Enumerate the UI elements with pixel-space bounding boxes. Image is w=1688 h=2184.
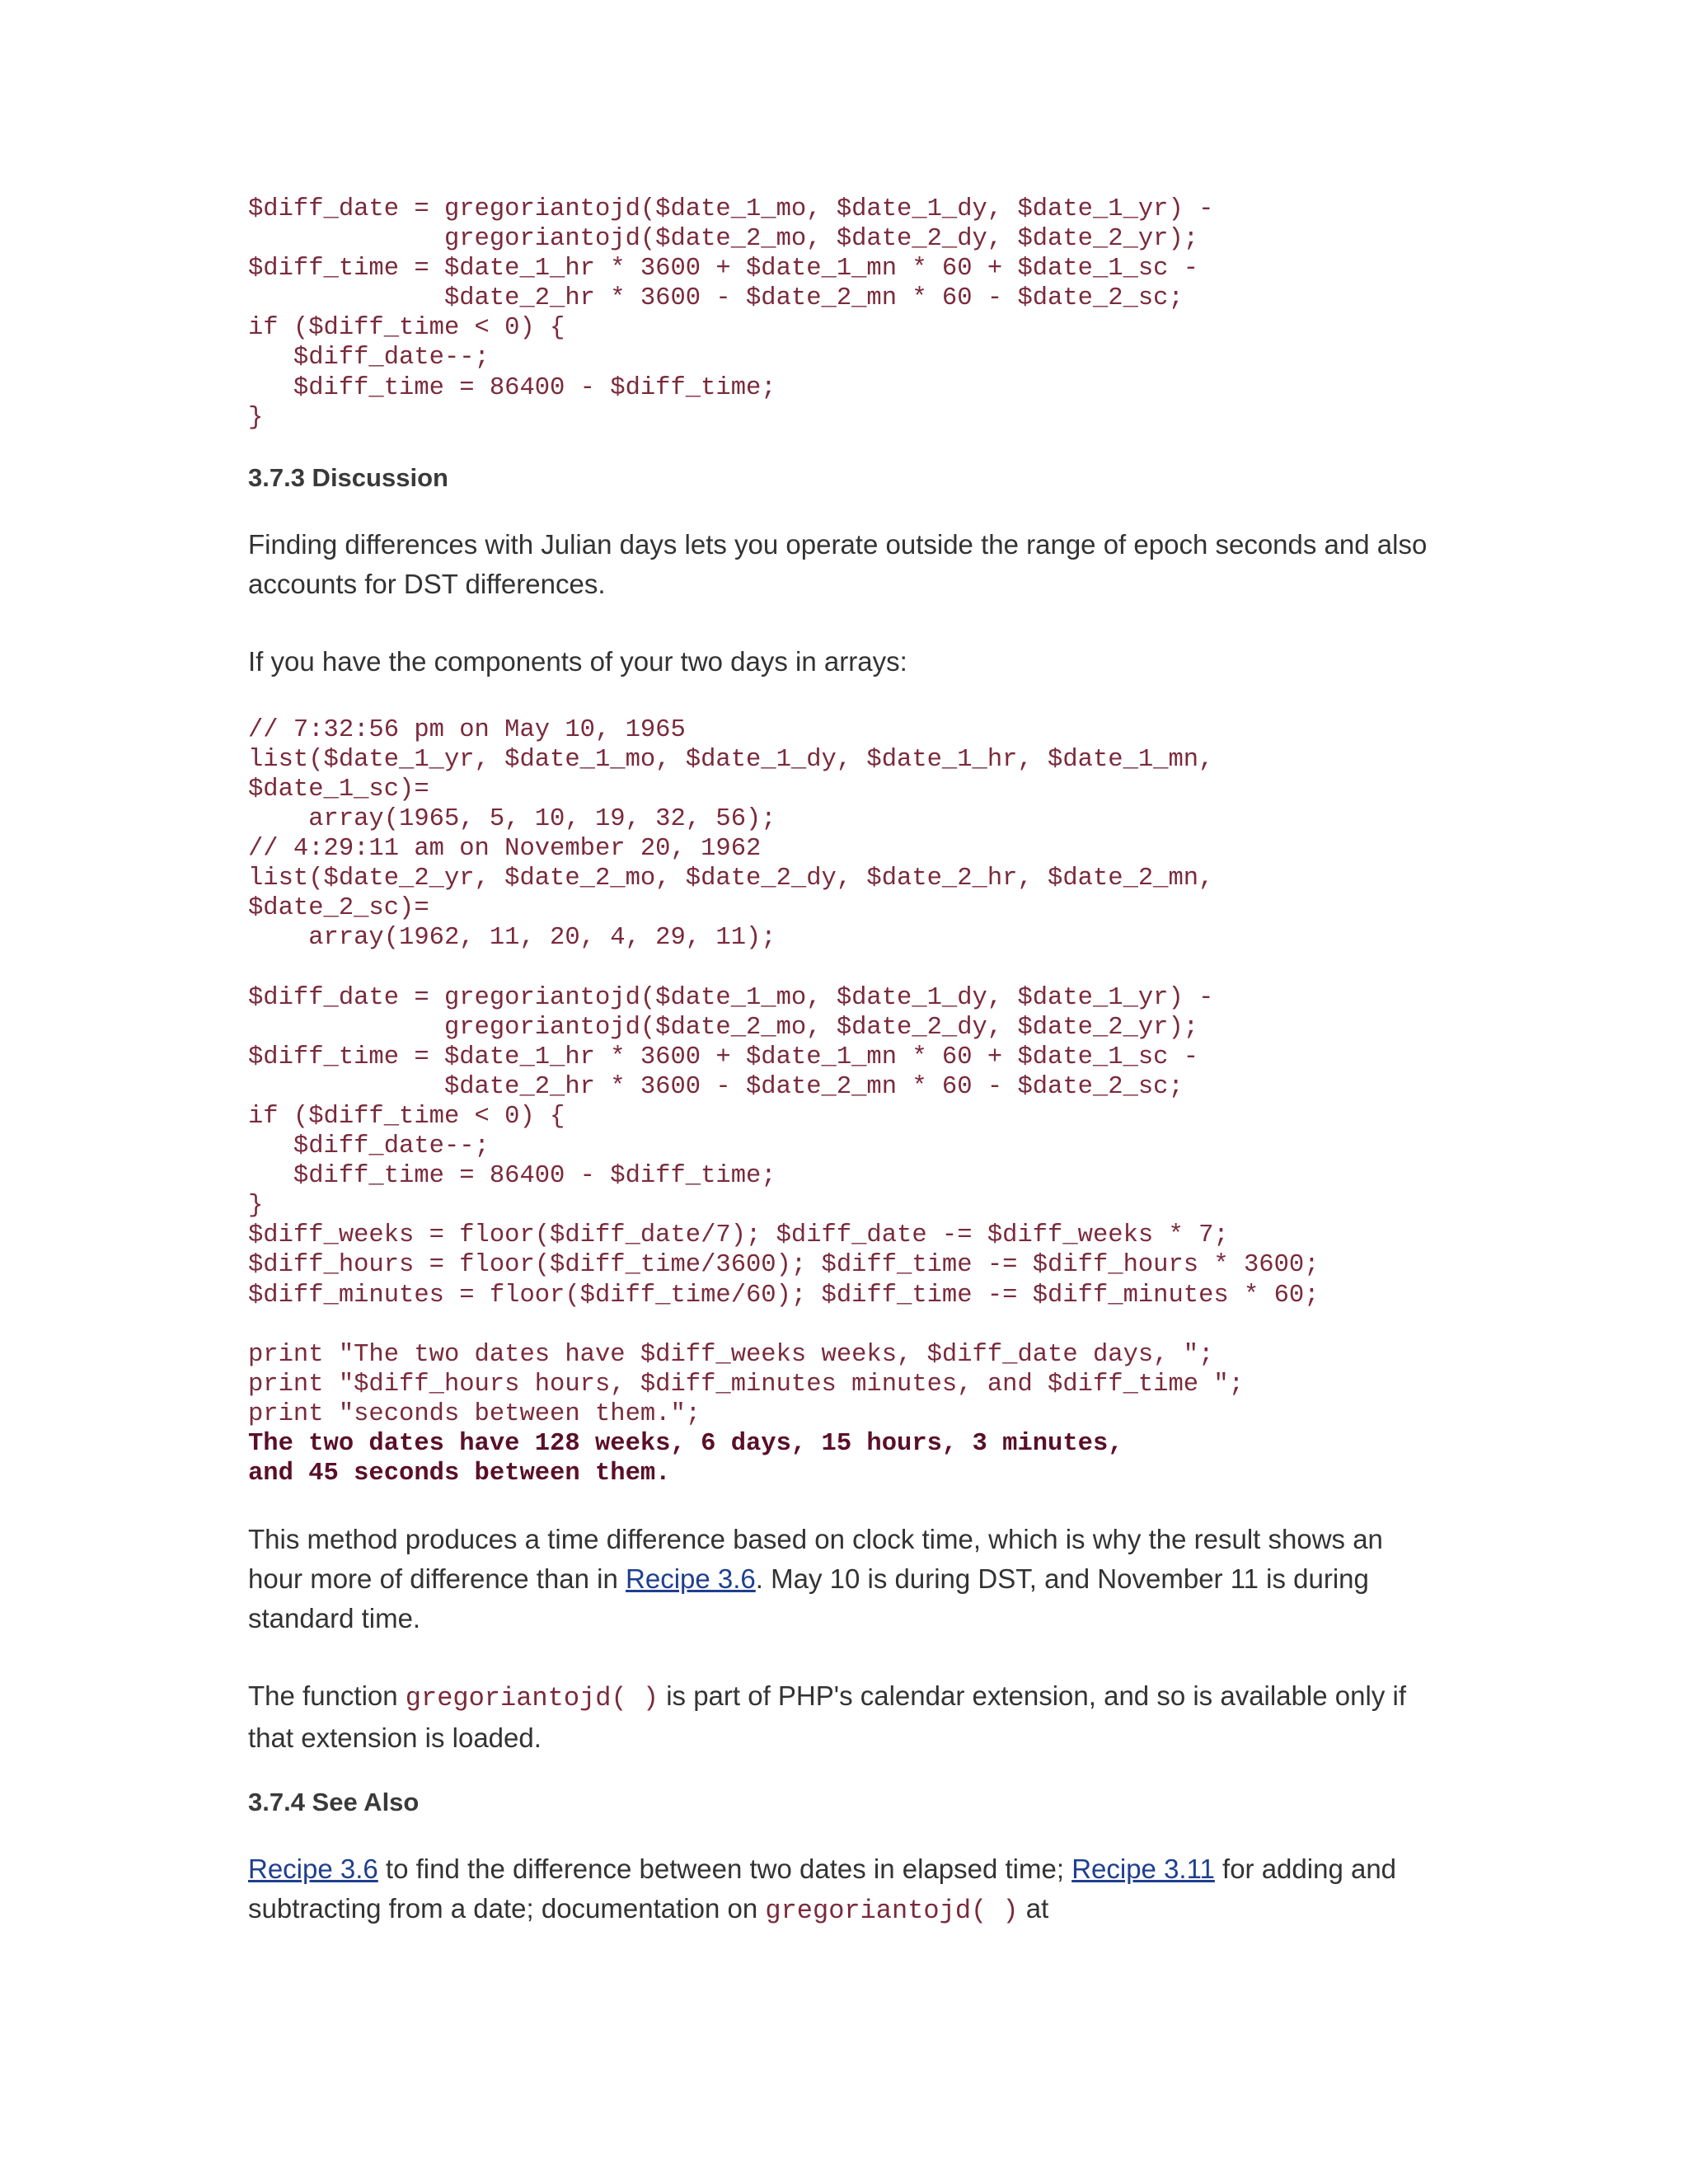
- paragraph-see-also: [248, 1849, 1443, 1931]
- paragraph-clock-time: [248, 1520, 1443, 1638]
- code-block-diff-calc: $diff_date = gregoriantojd($date_1_mo, $date_1_dy, $date_1_yr) - gregoriantojd($date_2_mo, $date_2_dy, $date_2_yr); $diff_time = $date_1_hr * 3600 + $date_1_mn * 60 + $date_1_sc - $date_2_hr * 3600 - $date_2_mn * 60 - $date_2_sc; if ($diff_time < 0) { $diff_date--; $diff_time = 86400 - $diff_time; }: [248, 195, 1214, 432]
- see-also-text-2: for adding and subtracting from a date; documentation on: [248, 1854, 1397, 1924]
- heading-see-also: 3.7.4 See Also: [248, 1788, 420, 1817]
- inline-code-gregoriantojd-see-also: gregoriantojd( ): [765, 1896, 1019, 1927]
- see-also-text-3: at: [1018, 1893, 1049, 1924]
- document-page: [248, 194, 1443, 1931]
- inline-code-gregoriantojd: gregoriantojd( ): [405, 1683, 659, 1714]
- heading-discussion: 3.7.3 Discussion: [248, 462, 448, 492]
- recipe-3-6-see-also-link[interactable]: Recipe 3.6: [248, 1854, 378, 1885]
- paragraph-calendar-extension: [248, 1676, 1443, 1758]
- paragraph-arrays-intro: If you have the components of your two days in arrays:: [248, 645, 907, 677]
- recipe-3-6-link[interactable]: Recipe 3.6: [626, 1563, 756, 1595]
- recipe-3-11-link[interactable]: Recipe 3.11: [1071, 1854, 1215, 1885]
- paragraph-clock-time-text-before: This method produces a time difference based on clock time, which is why the result shows an hour more of difference than in: [248, 1524, 1383, 1595]
- paragraph-calendar-text-after: is part of PHP's calendar extension, and so is available only if that extension is loaded.: [248, 1680, 1406, 1754]
- code-output: The two dates have 128 weeks, 6 days, 15 hours, 3 minutes, and 45 seconds between them.: [248, 1430, 1123, 1488]
- paragraph-calendar-text-before: The function: [248, 1680, 406, 1712]
- paragraph-clock-time-text-after: . May 10 is during DST, and November 11 is during standard time.: [248, 1563, 1369, 1634]
- code-example-source: // 7:32:56 pm on May 10, 1965 list($date_1_yr, $date_1_mo, $date_1_dy, $date_1_hr, $date_1_mn, $date_1_sc)= array(1965, 5, 10, 19, 32, 56); // 4:29:11 am on November 20, 1962 list($date_2_yr, $date_2_mo, $date_2_dy, $date_2_hr, $date_2_mn, $date_2_sc)= array(1962, 11, 20, 4, 29, 11); $diff_date = gregoriantojd($date_1_mo, $date_1_dy, $date_1_yr) - gregoriantojd($date_2_mo, $date_2_dy, $date_2_yr); $diff_time = $date_1_hr * 3600 + $date_1_mn * 60 + $date_1_sc - $date_2_hr * 3600 - $date_2_mn * 60 - $date_2_sc; if ($diff_time < 0) { $diff_date--; $diff_time = 86400 - $diff_time; } $diff_weeks = floor($diff_date/7); $diff_date -= $diff_weeks * 7; $diff_hours = floor($diff_time/3600); $diff_time -= $diff_hours * 3600; $diff_minutes = floor($diff_time/60); $diff_time -= $diff_minutes * 60; print "The two dates have $diff_weeks weeks, $diff_date days, "; print "$diff_hours hours, $diff_minutes minutes, and $diff_time "; print "seconds between them.";: [248, 715, 1320, 1428]
- code-block-full-example: [248, 715, 1443, 1488]
- paragraph-julian-days: Finding differences with Julian days lets you operate outside the range of epoch seconds and also accounts for DST differences.: [248, 528, 1428, 599]
- see-also-text-1: to find the difference between two dates in elapsed time;: [377, 1854, 1072, 1885]
